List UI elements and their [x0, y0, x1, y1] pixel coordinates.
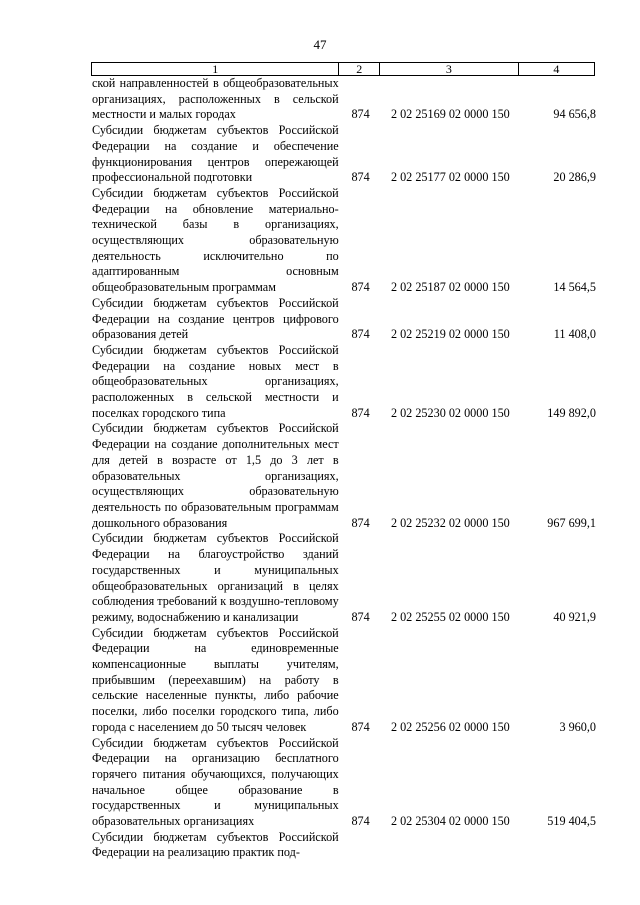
row-name: Субсидии бюджетам субъектов Российской Федерации на создание новых мест в общеобразовательных организациях, расположенных в сельской местности и поселках городского типа: [92, 342, 339, 420]
row-kbk: 2 02 25255 02 0000 150: [390, 609, 510, 624]
table-row: [92, 296, 596, 343]
row-name: Субсидии бюджетам субъектов Российской Федерации на организацию бесплатного горячего питания обучающихся, получающих начальное общее образование в государственных и муниципальных образовательных организациях: [92, 735, 339, 829]
header-col-2: 2: [339, 63, 380, 76]
row-code: 874: [351, 719, 370, 734]
row-sum: 967 699,1: [547, 515, 596, 530]
row-name: Субсидии бюджетам субъектов Российской Федерации на обновление материально-технической базы в организациях, осуществляющих образовательную деятельность исключительно по адаптированным основным общеобразовательным программам: [92, 185, 339, 295]
row-kbk: 2 02 25230 02 0000 150: [390, 405, 510, 420]
table-row: [92, 626, 596, 736]
row-kbk: 2 02 25232 02 0000 150: [390, 515, 510, 530]
table-rows: [92, 76, 596, 861]
page-number: 47: [313, 37, 327, 52]
row-code: 874: [351, 327, 370, 342]
table-row: [92, 830, 596, 861]
table-row: [92, 76, 596, 123]
row-kbk: 2 02 25219 02 0000 150: [390, 327, 510, 342]
header-col-1: 1: [92, 63, 339, 76]
row-name: Субсидии бюджетам субъектов Российской Федерации на создание центров цифрового образования детей: [92, 295, 339, 342]
budget-table: [92, 76, 596, 861]
table-row: [92, 343, 596, 422]
table-row: [92, 186, 596, 296]
row-sum: 40 921,9: [553, 609, 596, 624]
row-sum: 20 286,9: [553, 170, 596, 185]
table-row: [92, 421, 596, 531]
row-code: 874: [351, 814, 370, 829]
table-header: [91, 62, 595, 76]
row-sum: 94 656,8: [553, 107, 596, 122]
table-body-wrapper: [92, 76, 596, 861]
row-name: Субсидии бюджетам субъектов Российской Федерации на реализацию практик под-: [92, 829, 339, 860]
row-kbk: 2 02 25169 02 0000 150: [390, 107, 510, 122]
row-name: ской направленностей в общеобразовательных организациях, расположенных в сельской местности и малых городах: [92, 76, 339, 122]
table-row: [92, 736, 596, 830]
row-name: Субсидии бюджетам субъектов Российской Федерации на благоустройство зданий государственных и муниципальных общеобразовательных организаций в целях соблюдения требований к воздушно-тепловому режиму, водоснабжению и канализации: [92, 531, 339, 624]
row-kbk: 2 02 25187 02 0000 150: [390, 280, 510, 295]
row-code: 874: [351, 515, 370, 530]
row-sum: 3 960,0: [559, 719, 596, 734]
row-kbk: 2 02 25256 02 0000 150: [390, 719, 510, 734]
row-code: 874: [351, 107, 370, 122]
header-col-3: 3: [380, 63, 519, 76]
row-code: 874: [351, 280, 370, 295]
row-code: [339, 830, 381, 861]
row-name: Субсидии бюджетам субъектов Российской Федерации на создание и обеспечение функционирования центров опережающей профессиональной подготовки: [92, 123, 339, 185]
table-row: [92, 531, 596, 625]
row-code: 874: [351, 609, 370, 624]
row-code: 874: [351, 170, 370, 185]
row-kbk: [380, 830, 520, 861]
row-sum: 14 564,5: [553, 280, 596, 295]
row-kbk: 2 02 25177 02 0000 150: [390, 170, 510, 185]
header-col-4: 4: [518, 63, 594, 76]
header-row: [92, 63, 595, 76]
row-sum: [520, 830, 596, 861]
row-code: 874: [351, 405, 370, 420]
row-name: Субсидии бюджетам субъектов Российской Федерации на создание дополнительных мест для детей в возрасте от 1,5 до 3 лет в образовательных организациях, осуществляющих образовательную деятельность по образовательным программам дошкольного образования: [92, 421, 339, 530]
row-sum: 519 404,5: [547, 814, 596, 829]
row-sum: 149 892,0: [547, 405, 596, 420]
table-row: [92, 123, 596, 186]
row-name: Субсидии бюджетам субъектов Российской Федерации на единовременные компенсационные выплаты учителям, прибывшим (переехавшим) на работу в сельские населенные пункты, либо рабочие поселки, либо поселки городского типа, либо города с населением до 50 тысяч человек: [92, 625, 339, 734]
row-kbk: 2 02 25304 02 0000 150: [390, 814, 510, 829]
row-sum: 11 408,0: [553, 327, 596, 342]
